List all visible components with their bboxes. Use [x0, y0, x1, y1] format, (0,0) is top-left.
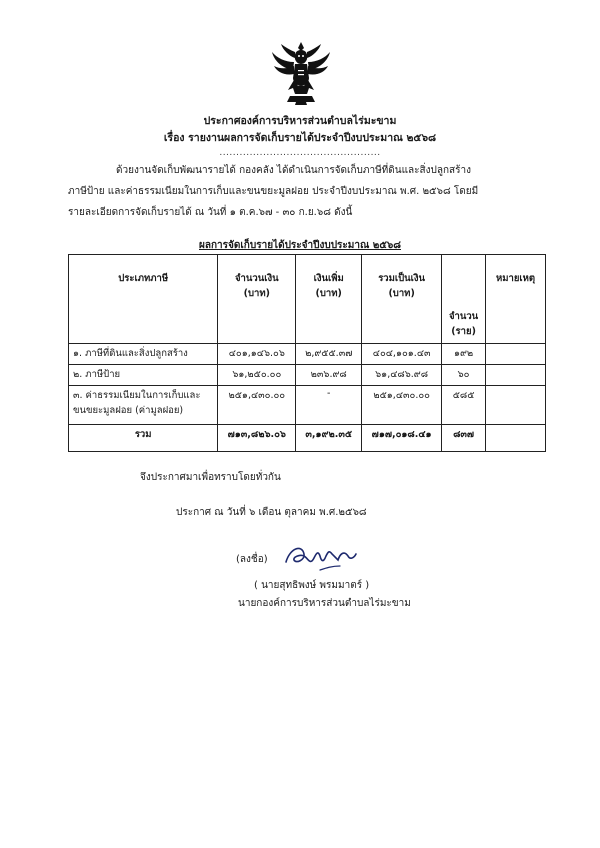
table-row: [69, 386, 546, 425]
document-title: ประกาศองค์การบริหารส่วนตำบลไร่มะขาม: [203, 115, 397, 127]
paragraph-line-2: ภาษีป้าย และค่าธรรมเนียมในการเก็บและขนขยะมูลฝอย ประจำปีงบประมาณ พ.ศ. ๒๕๖๘ โดยมี: [68, 186, 479, 197]
cell-surcharge: ๒,๙๕๕.๓๗: [296, 344, 362, 365]
header-surcharge: เงินเพิ่ม (บาท): [296, 255, 362, 344]
table-row: [69, 344, 546, 365]
divider: ................................................: [219, 148, 381, 158]
cell-total-label: รวม: [69, 425, 218, 452]
header-remark: หมายเหตุ: [486, 255, 546, 344]
document-subject: เรื่อง รายงานผลการจัดเก็บรายได้ประจำปีงบประมาณ ๒๕๖๘: [163, 132, 437, 144]
sign-label: (ลงชื่อ): [236, 554, 268, 565]
cell-remark: [486, 344, 546, 365]
header-count: จำนวน (ราย): [442, 255, 486, 344]
table-title: ผลการจัดเก็บรายได้ประจำปีงบประมาณ ๒๕๖๘: [199, 240, 401, 251]
header-amount: จำนวนเงิน (บาท): [218, 255, 296, 344]
cell-amount: ๔๐๑,๑๔๖.๐๖: [218, 344, 296, 365]
table-row: [69, 365, 546, 386]
cell-remark: [486, 386, 546, 425]
cell-surcharge: ๒๓๖.๙๘: [296, 365, 362, 386]
cell-remark: [486, 425, 546, 452]
cell-total: ๒๕๑,๔๓๐.๐๐: [362, 386, 442, 425]
table-header-row: [69, 255, 546, 344]
cell-total: ๔๐๔,๑๐๑.๔๓: [362, 344, 442, 365]
cell-total: ๖๑,๔๘๖.๙๘: [362, 365, 442, 386]
paragraph-line-1: ด้วยงานจัดเก็บพัฒนารายได้ กองคลัง ได้ดำเนินการจัดเก็บภาษีที่ดินและสิ่งปลูกสร้าง: [116, 165, 472, 176]
signatory-position: นายกองค์การบริหารส่วนตำบลไร่มะขาม: [238, 598, 411, 609]
cell-type: ๓. ค่าธรรมเนียมในการเก็บและ ขนขยะมูลฝอย (ค่ามูลฝอย): [69, 386, 218, 425]
announcement-date: ประกาศ ณ วันที่ ๖ เดือน ตุลาคม พ.ศ.๒๕๖๘: [176, 507, 367, 518]
cell-count: ๘๓๗: [442, 425, 486, 452]
revenue-table: [68, 254, 546, 452]
garuda-emblem-icon: [270, 40, 332, 106]
cell-type: ๒. ภาษีป้าย: [69, 365, 218, 386]
cell-amount: ๗๑๓,๘๒๖.๐๖: [218, 425, 296, 452]
body-paragraph: [68, 160, 548, 223]
table-total-row: [69, 425, 546, 452]
header-total: รวมเป็นเงิน (บาท): [362, 255, 442, 344]
cell-amount: ๖๑,๒๕๐.๐๐: [218, 365, 296, 386]
header-type: ประเภทภาษี: [69, 255, 218, 344]
handwritten-signature-icon: [280, 540, 370, 572]
cell-surcharge: ๓,๑๙๒.๓๕: [296, 425, 362, 452]
signatory-name: ( นายสุทธิพงษ์ พรมมาตร์ ): [254, 580, 370, 591]
closing-announcement: จึงประกาศมาเพื่อทราบโดยทั่วกัน: [140, 472, 281, 483]
cell-remark: [486, 365, 546, 386]
cell-amount: ๒๕๑,๔๓๐.๐๐: [218, 386, 296, 425]
cell-type: ๑. ภาษีที่ดินและสิ่งปลูกสร้าง: [69, 344, 218, 365]
cell-count: ๖๐: [442, 365, 486, 386]
cell-surcharge: -: [296, 386, 362, 425]
cell-count: ๑๙๒: [442, 344, 486, 365]
cell-total: ๗๑๗,๐๑๘.๔๑: [362, 425, 442, 452]
paragraph-line-3: รายละเอียดการจัดเก็บรายได้ ณ วันที่ ๑ ต.ค.๖๗ - ๓๐ ก.ย.๖๘ ดังนี้: [68, 207, 353, 218]
cell-count: ๕๘๕: [442, 386, 486, 425]
